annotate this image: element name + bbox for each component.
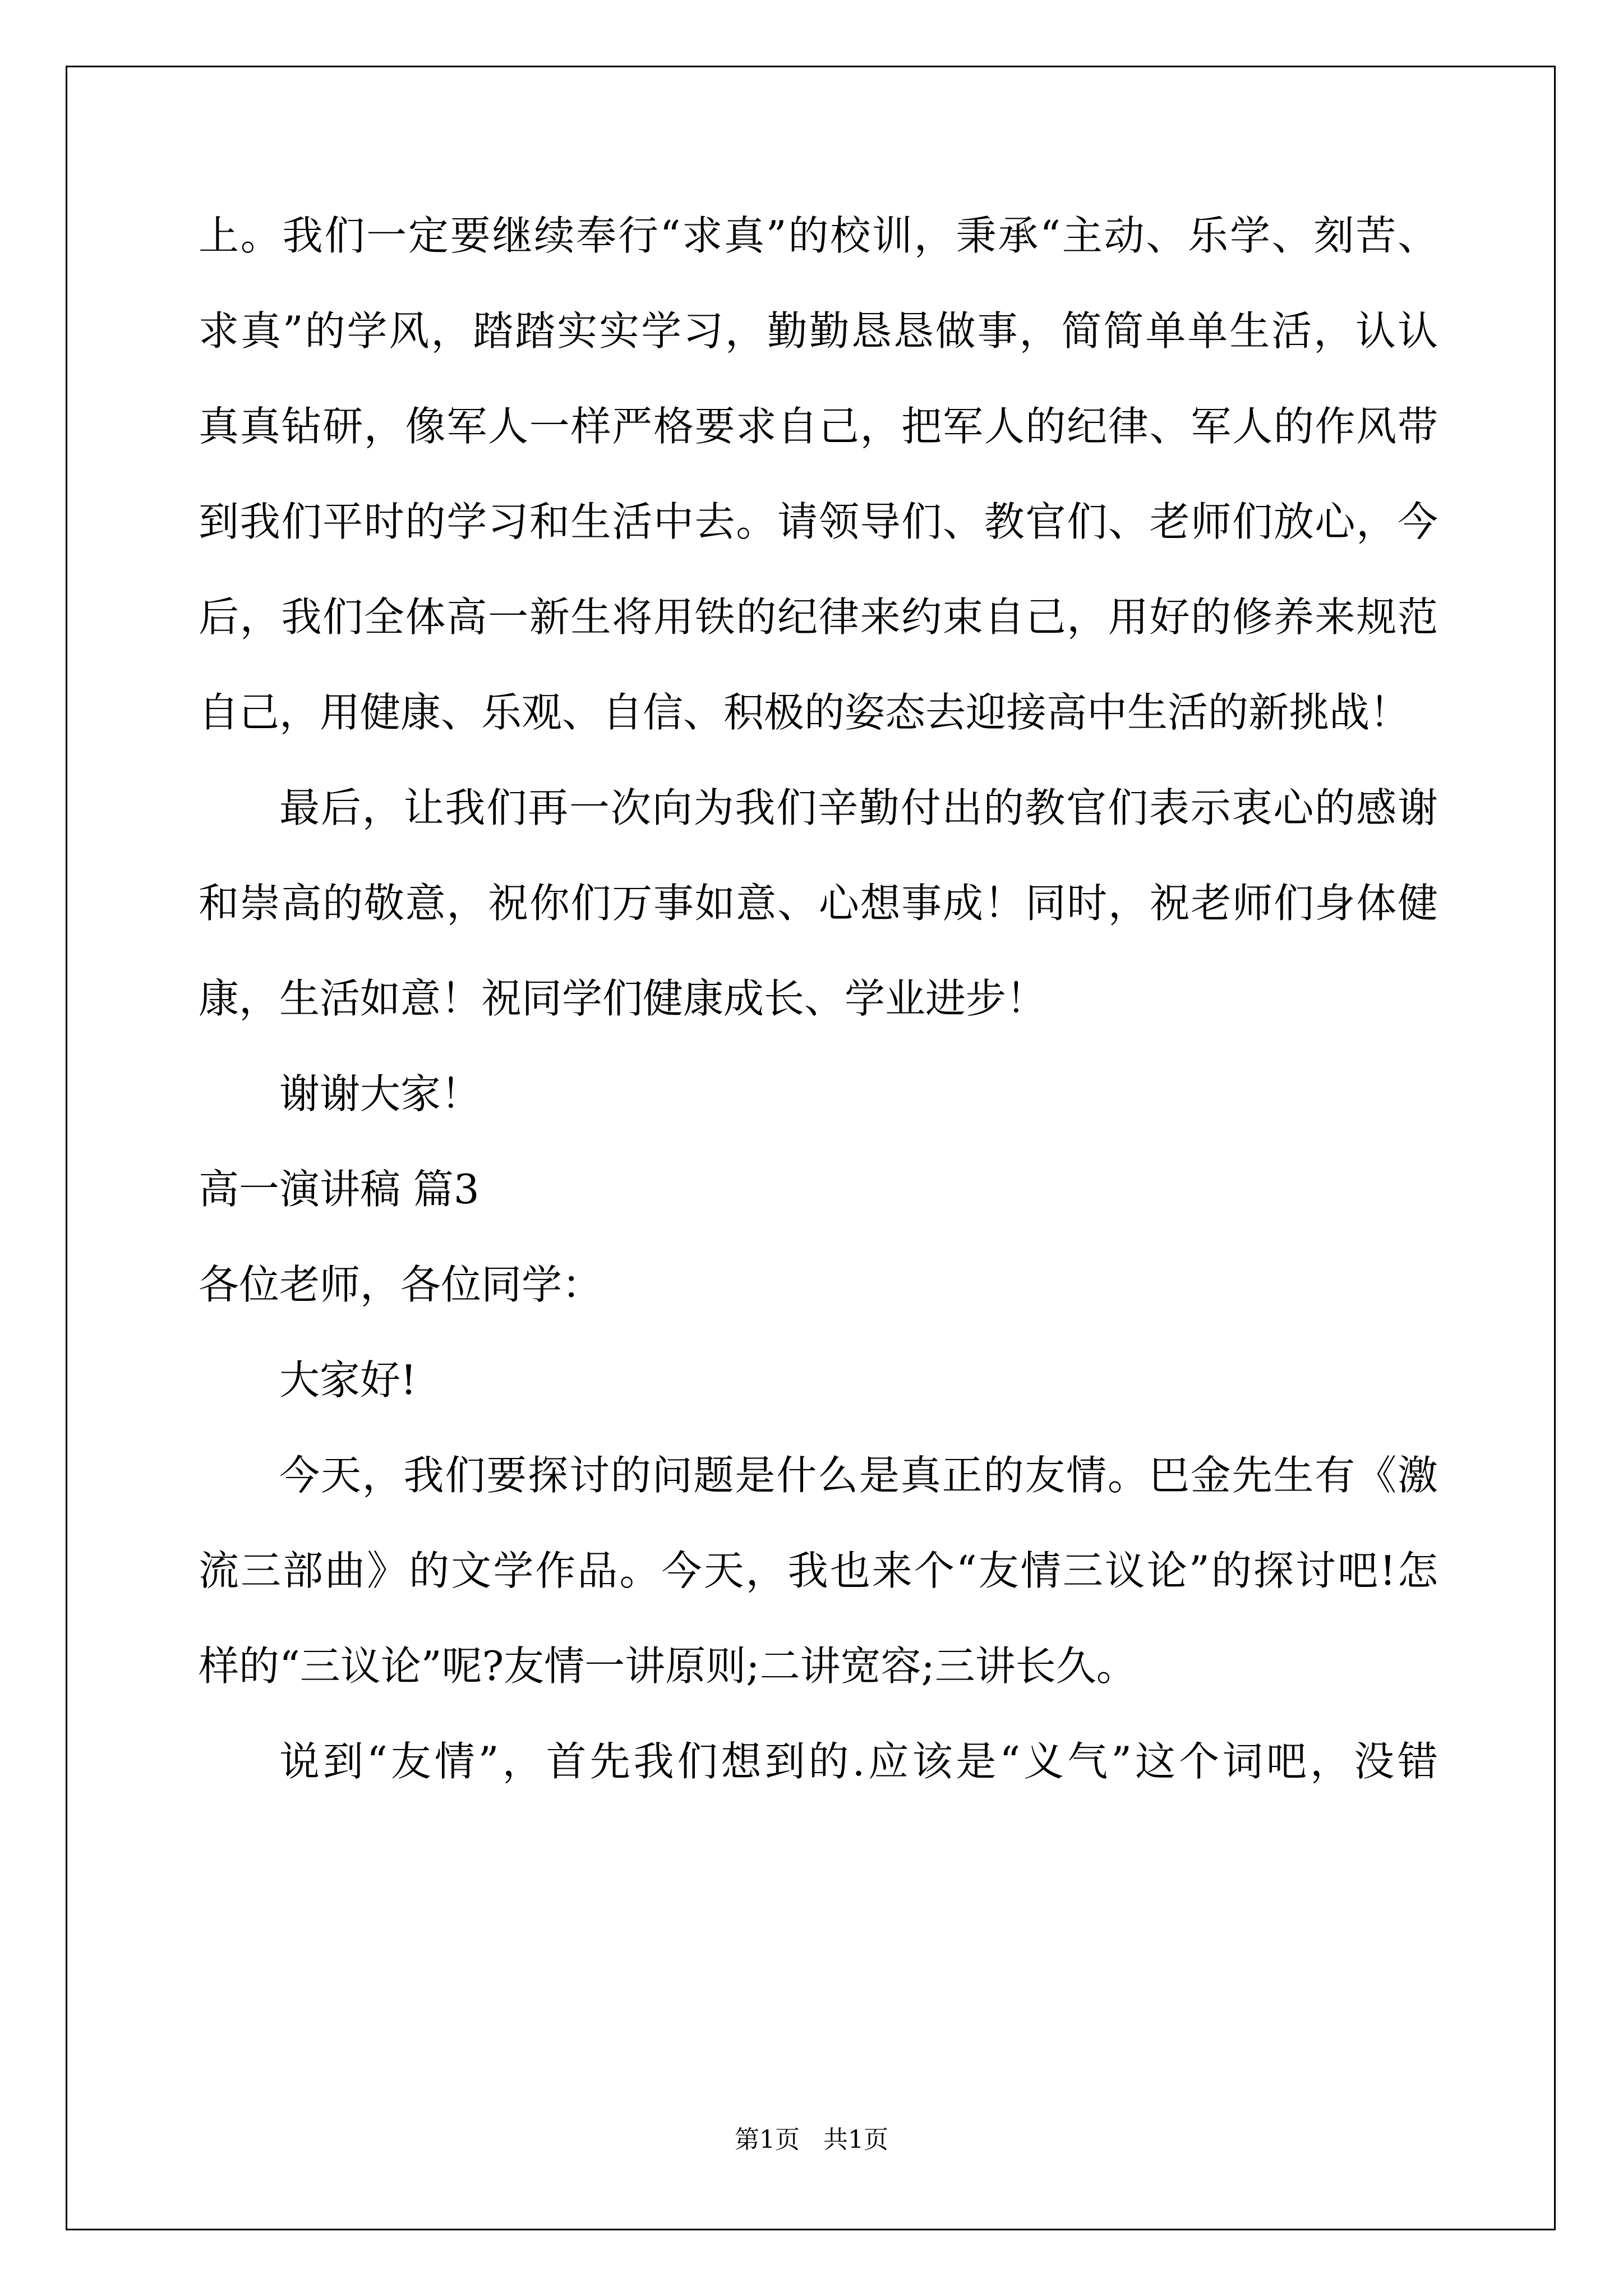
text-line: 今天，我们要探讨的问题是什么是真正的友情。巴金先生有《激 [279, 1452, 1438, 1499]
text-line: 康，生活如意！祝同学们健康成长、学业进步！ [199, 975, 1047, 1022]
text-line: 后，我们全体高一新生将用铁的纪律来约束自己，用好的修养来规范 [199, 593, 1438, 641]
text-line: 上。我们一定要继续奉行“求真”的校训，秉承“主动、乐学、刻苦、 [199, 212, 1438, 259]
text-line: 最后，让我们再一次向为我们辛勤付出的教官们表示衷心的感谢 [279, 784, 1438, 831]
text-line: 到我们平时的学习和生活中去。请领导们、教官们、老师们放心，今 [199, 498, 1438, 545]
greeting: 大家好! [279, 1356, 417, 1404]
salutation: 各位老师，各位同学： [199, 1261, 603, 1308]
text-line: 说到“友情”，首先我们想到的.应该是“义气”这个词吧，没错 [279, 1738, 1438, 1785]
text-line: 样的“三议论”呢?友情一讲原则;二讲宽容;三讲长久。 [199, 1642, 1137, 1690]
page-footer: 第1页 共1页 [735, 2125, 888, 2154]
page-border [66, 66, 1556, 2230]
text-line: 流三部曲》的文学作品。今天，我也来个“友情三议论”的探讨吧!怎 [199, 1547, 1438, 1594]
text-line: 谢谢大家！ [279, 1070, 482, 1117]
text-line: 和崇高的敬意，祝你们万事如意、心想事成！同时，祝老师们身体健 [199, 880, 1438, 927]
section-heading: 高一演讲稿 篇3 [199, 1166, 479, 1213]
text-line: 求真”的学风，踏踏实实学习，勤勤恳恳做事，简简单单生活，认认 [199, 307, 1438, 355]
text-line: 自己，用健康、乐观、自信、积极的姿态去迎接高中生活的新挑战！ [199, 689, 1410, 736]
text-line: 真真钻研，像军人一样严格要求自己，把军人的纪律、军人的作风带 [199, 403, 1438, 450]
